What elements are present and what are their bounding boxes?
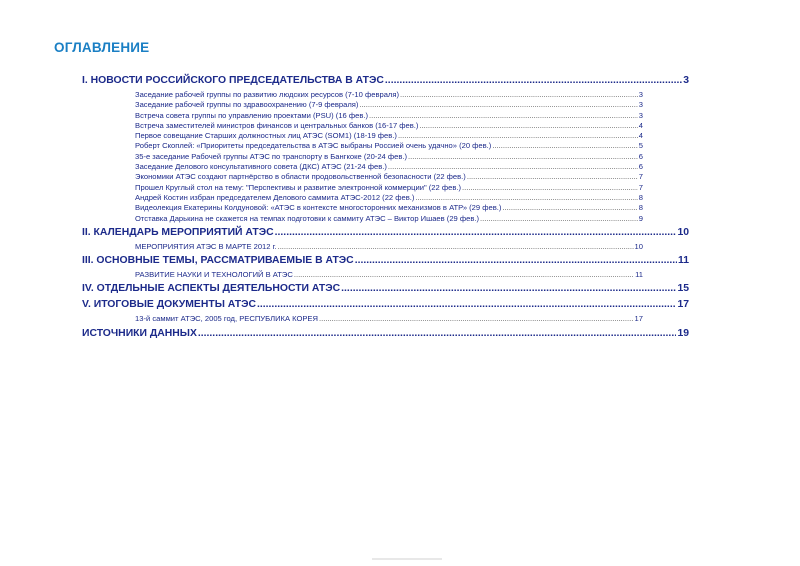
dot-leader [480, 214, 638, 224]
toc-item-page: 10 [634, 241, 643, 251]
toc-page-number: 11 [678, 255, 689, 267]
dot-leader [492, 141, 637, 151]
toc-page-number: 3 [683, 75, 689, 86]
dot-leader [198, 327, 677, 341]
toc-item[interactable] [135, 152, 643, 162]
toc-item-title: 35-е заседание Рабочей группы АТЭС по транспорту в Бангкоке (20-24 фев.) [135, 151, 408, 161]
toc-item[interactable] [135, 131, 643, 141]
toc-item[interactable] [135, 111, 643, 121]
dot-leader [398, 131, 638, 141]
toc-item[interactable] [135, 100, 643, 110]
toc-item-title: Заседание Делового консультативного совета (ДКС) АТЭС (21-24 фев.) [135, 162, 387, 172]
toc-section-title: I. НОВОСТИ РОССИЙСКОГО ПРЕДСЕДАТЕЛЬСТВА В АТЭС [82, 75, 384, 86]
toc-section-title: V. ИТОГОВЫЕ ДОКУМЕНТЫ АТЭС [82, 299, 256, 311]
toc-item-page: 9 [638, 213, 643, 223]
toc-section-4[interactable] [82, 282, 689, 296]
toc-item-title: Роберт Скоплей: «Приоритеты председательства в АТЭС выбраны Россией очень удачно» (20 фев.) [135, 141, 492, 151]
toc-item-title: Экономики АТЭС создают партнёрство в области продовольственной безопасности (22 фев.) [135, 172, 466, 182]
dot-leader [355, 254, 677, 268]
dot-leader [319, 314, 634, 324]
toc-page-number: 17 [677, 299, 689, 311]
dot-leader [369, 111, 638, 121]
toc-item[interactable] [135, 242, 643, 252]
toc-item-title: Первое совещание Старших должностных лиц АТЭС (SOM1) (18-19 фев.) [135, 131, 397, 141]
page-footer-mark [372, 558, 442, 560]
toc-item-title: Заседание рабочей группы по здравоохранению (7-9 февраля) [135, 100, 359, 110]
dot-leader [385, 74, 682, 88]
dot-leader [275, 226, 677, 240]
dot-leader [419, 121, 637, 131]
toc-item-title: 13-й саммит АТЭС, 2005 год, РЕСПУБЛИКА КОРЕЯ [135, 314, 318, 324]
toc-item-title: РАЗВИТИЕ НАУКИ И ТЕХНОЛОГИЙ В АТЭС [135, 270, 293, 280]
toc-item-title: Видеолекция Екатерины Колдуновой: «АТЭС в контексте многосторонних механизмов в АТР» (29 фев.) [135, 203, 502, 213]
toc-item-page: 3 [638, 100, 643, 110]
toc-page-number: 15 [677, 283, 689, 295]
toc-item-page: 7 [638, 172, 643, 182]
table-of-contents [82, 74, 689, 341]
toc-section-title: II. КАЛЕНДАРЬ МЕРОПРИЯТИЙ АТЭС [82, 226, 274, 238]
toc-item-page: 17 [634, 314, 643, 324]
toc-item-title: Встреча совета группы по управлению проектами (PSU) (16 фев.) [135, 110, 369, 120]
toc-section-title: III. ОСНОВНЫЕ ТЕМЫ, РАССМАТРИВАЕМЫЕ В АТЭС [82, 255, 354, 267]
toc-item-page: 5 [638, 141, 643, 151]
dot-leader [502, 203, 637, 213]
toc-page-number: 19 [677, 327, 689, 339]
toc-item-page: 8 [638, 192, 643, 202]
toc-item[interactable] [135, 183, 643, 193]
dot-leader [359, 100, 637, 110]
toc-item-title: МЕРОПРИЯТИЯ АТЭС В МАРТЕ 2012 г. [135, 241, 277, 251]
toc-item[interactable] [135, 121, 643, 131]
toc-item-page: 4 [638, 120, 643, 130]
dot-leader [388, 162, 638, 172]
toc-item-title: Андрей Костин избран председателем Делового саммита АТЭС-2012 (22 фев.) [135, 192, 415, 202]
toc-item-title: Прошел Круглый стол на тему: "Перспективы и развитие электронной коммерции" (22 фев.) [135, 182, 461, 192]
dot-leader [462, 183, 638, 193]
toc-item-page: 8 [638, 203, 643, 213]
toc-item-page: 3 [638, 90, 643, 99]
dot-leader [257, 298, 676, 312]
toc-item[interactable] [135, 314, 643, 324]
toc-section-1[interactable] [82, 74, 689, 88]
toc-section-5[interactable] [82, 298, 689, 312]
dot-leader [294, 270, 634, 280]
dot-leader [467, 172, 638, 182]
dot-leader [408, 152, 638, 162]
toc-item-title: Заседание рабочей группы по развитию людских ресурсов (7-10 февраля) [135, 90, 400, 99]
toc-item-page: 3 [638, 110, 643, 120]
toc-section-3[interactable] [82, 254, 689, 268]
toc-item[interactable] [135, 172, 643, 182]
toc-item[interactable] [135, 90, 643, 100]
toc-item[interactable] [135, 203, 643, 213]
toc-item-title: Отставка Дарькина не скажется на темпах подготовки к саммиту АТЭС – Виктор Ишаев (29 фев.) [135, 213, 480, 223]
toc-section-2[interactable] [82, 226, 689, 240]
toc-item-title: Встреча заместителей министров финансов и центральных банков (16-17 фев.) [135, 120, 419, 130]
toc-section-title: IV. ОТДЕЛЬНЫЕ АСПЕКТЫ ДЕЯТЕЛЬНОСТИ АТЭС [82, 283, 341, 295]
toc-item[interactable] [135, 162, 643, 172]
toc-item[interactable] [135, 270, 643, 280]
toc-item[interactable] [135, 193, 643, 203]
dot-leader [415, 193, 637, 203]
toc-page-number: 10 [677, 226, 689, 238]
dot-leader [278, 242, 634, 252]
toc-item-page: 4 [638, 131, 643, 141]
toc-item-page: 11 [635, 270, 643, 280]
toc-section-title: ИСТОЧНИКИ ДАННЫХ [82, 327, 197, 339]
toc-item-page: 6 [638, 151, 643, 161]
toc-item-page: 6 [638, 162, 643, 172]
dot-leader [400, 90, 638, 100]
toc-item-page: 7 [638, 182, 643, 192]
toc-section-sources[interactable] [82, 327, 689, 341]
dot-leader [341, 282, 676, 296]
toc-item[interactable] [135, 214, 643, 224]
toc-item[interactable] [135, 141, 643, 151]
page-title: ОГЛАВЛЕНИЕ [54, 40, 150, 55]
